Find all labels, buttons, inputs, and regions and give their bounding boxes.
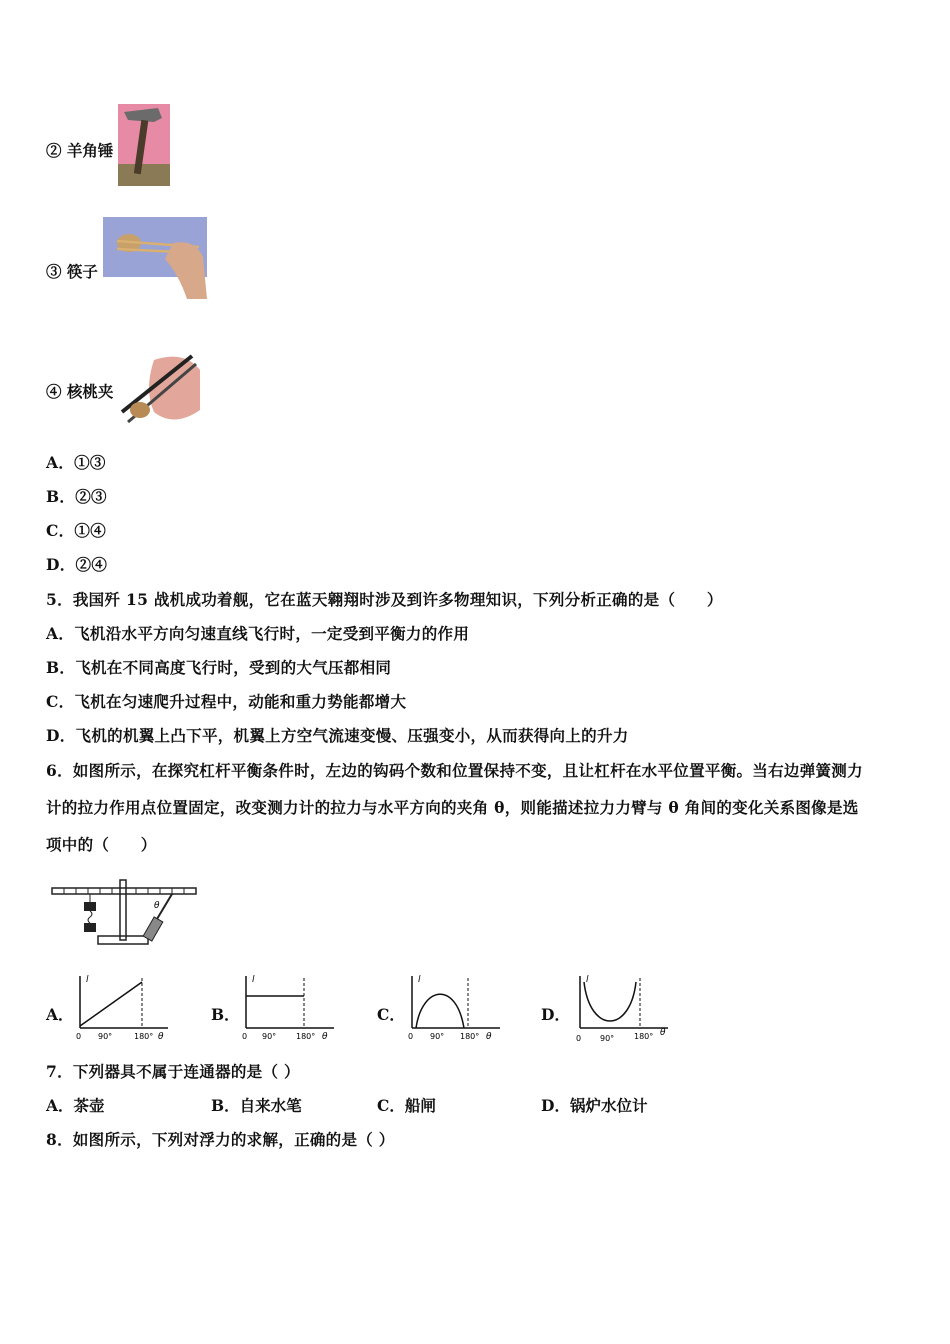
q6-stem-line2: 计的拉力作用点位置固定，改变测力计的拉力与水平方向的夹角 θ，则能描述拉力力臂与 θ 角间的变化关系图像是选 [46, 798, 859, 817]
q5-option-d: D．飞机的机翼上凸下平，机翼上方空气流速变慢、压强变小，从而获得向上的升力 [46, 726, 629, 745]
q7-stem: 7．下列器具不属于连通器的是（ ） [46, 1062, 300, 1081]
svg-text:θ: θ [154, 901, 160, 911]
graph-a-ylabel: l [86, 975, 89, 985]
q6-graph-b-label: B． [211, 1005, 240, 1024]
graph-a-tick-0: 0 [76, 1032, 82, 1041]
graph-a-xlabel: θ [158, 1032, 164, 1042]
q7-option-a: A．茶壶 [46, 1096, 105, 1115]
q6-graph-d [572, 972, 672, 1044]
q4-option-a: A．①③ [46, 453, 106, 472]
q5-option-a: A．飞机沿水平方向匀速直线飞行时，一定受到平衡力的作用 [46, 624, 470, 643]
q5-stem: 5．我国歼 15 战机成功着舰，它在蓝天翱翔时涉及到许多物理知识，下列分析正确的是（ ） [46, 590, 723, 609]
q6-graph-d-label: D． [541, 1005, 570, 1024]
nutcracker-icon [114, 350, 202, 430]
q6-graph-c-label: C． [377, 1005, 405, 1024]
tool-label-nutcracker: ④ 核桃夹 [46, 382, 114, 401]
tool-label-chopsticks: ③ 筷子 [46, 262, 98, 281]
chopsticks-icon [103, 217, 207, 299]
q4-option-b: B．②③ [46, 487, 107, 506]
graph-c-xlabel: θ [486, 1032, 492, 1042]
claw-hammer-icon [118, 104, 170, 186]
q8-stem: 8．如图所示，下列对浮力的求解，正确的是（ ） [46, 1130, 395, 1149]
graph-d-ylabel: l [586, 975, 589, 985]
graph-b-tick-0: 0 [242, 1032, 248, 1041]
q6-stem-line3: 项中的（ ） [46, 835, 157, 854]
graph-b-xlabel: θ [322, 1032, 328, 1042]
q7-option-d: D．锅炉水位计 [541, 1096, 648, 1115]
q6-stem-line1: 6．如图所示，在探究杠杆平衡条件时，左边的钩码个数和位置保持不变，且让杠杆在水平位置平衡。当右边弹簧测力 [46, 761, 863, 780]
graph-d-tick-180: 180° [634, 1032, 654, 1041]
graph-d-curve [584, 982, 636, 1021]
graph-c-tick-90: 90° [430, 1032, 445, 1041]
q4-option-d: D．②④ [46, 555, 108, 574]
graph-d-xlabel: θ [660, 1028, 666, 1038]
graph-a-curve [80, 982, 142, 1026]
q6-graph-a-label: A． [46, 1005, 74, 1024]
graph-c-ylabel: l [418, 975, 421, 985]
graph-a-tick-180: 180° [134, 1032, 154, 1041]
graph-d-tick-0: 0 [576, 1034, 582, 1043]
graph-b-ylabel: l [252, 975, 255, 985]
graph-c-tick-0: 0 [408, 1032, 414, 1041]
graph-b-tick-180: 180° [296, 1032, 316, 1041]
q5-option-b: B．飞机在不同高度飞行时，受到的大气压都相同 [46, 658, 392, 677]
q5-option-c: C．飞机在匀速爬升过程中，动能和重力势能都增大 [46, 692, 407, 711]
graph-c-tick-180: 180° [460, 1032, 480, 1041]
q7-option-c: C．船闸 [377, 1096, 436, 1115]
q6-graph-b [238, 972, 338, 1044]
lever-apparatus-icon [50, 878, 200, 950]
q4-option-c: C．①④ [46, 521, 107, 540]
q6-graph-a [72, 972, 172, 1044]
q7-option-b: B．自来水笔 [211, 1096, 302, 1115]
graph-a-tick-90: 90° [98, 1032, 113, 1041]
graph-c-curve [416, 994, 464, 1028]
graph-b-tick-90: 90° [262, 1032, 277, 1041]
graph-d-tick-90: 90° [600, 1034, 615, 1043]
q6-graph-c [404, 972, 504, 1044]
tool-label-hammer: ② 羊角锤 [46, 141, 114, 160]
